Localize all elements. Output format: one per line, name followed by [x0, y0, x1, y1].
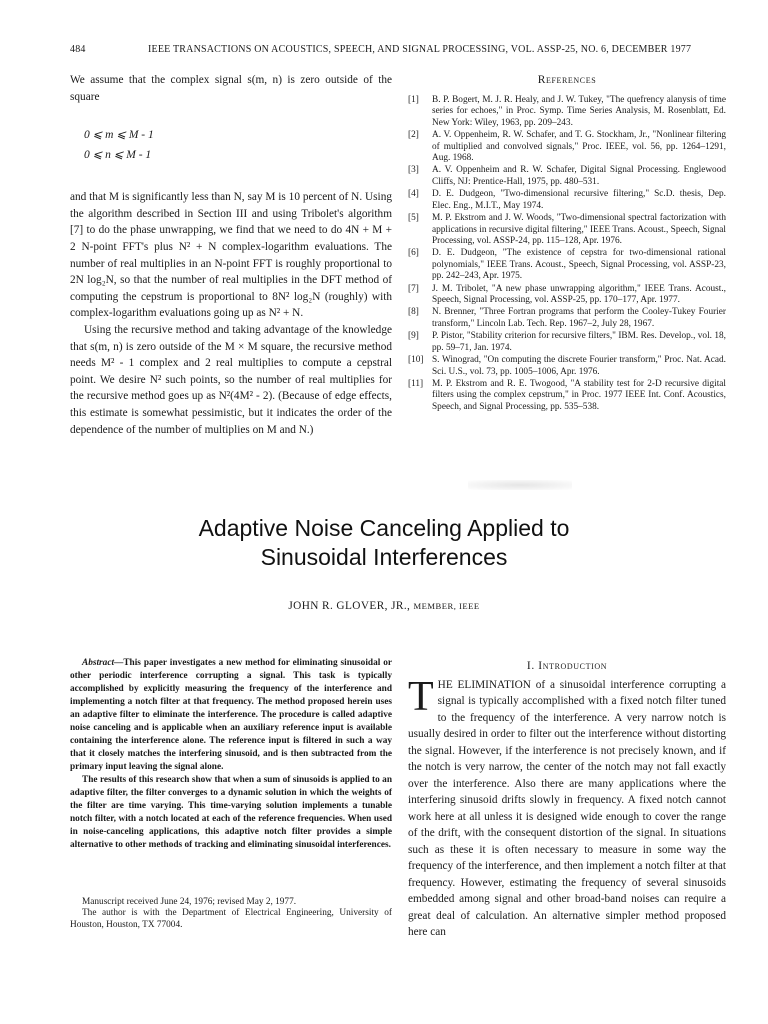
footnote-affiliation: The author is with the Department of Electrical Engineering, University of Houston, Houston, TX 77004.: [70, 908, 392, 930]
reference-text: P. Pistor, "Stability criterion for recursive filters," IBM. Res. Develop., vol. 18, pp. 59–71, Jan. 1974.: [432, 331, 726, 353]
reference-number: [5]: [408, 212, 419, 223]
author-name: JOHN R. GLOVER, JR.,: [288, 600, 411, 612]
reference-text: M. P. Ekstrom and R. E. Twogood, "A stability test for 2-D recursive digital filters using the complex cepstrum," in Proc. 1977 IEEE Int. Conf. Acoustics, Speech, and Signal Processing, pp. 535–538.: [432, 378, 726, 412]
reference-number: [7]: [408, 283, 419, 294]
reference-text: D. E. Dudgeon, "Two-dimensional recursive filtering," Sc.D. thesis, Dep. Elec. Eng., M.I.T., May 1974.: [432, 189, 726, 211]
article-title: [60, 514, 708, 572]
equation-block: [70, 125, 392, 165]
reference-item: [408, 165, 726, 188]
reference-number: [1]: [408, 94, 419, 105]
introduction-paragraph: [408, 673, 726, 941]
author-line: [60, 600, 708, 612]
page-number: 484: [70, 44, 86, 55]
reference-item: [408, 130, 726, 165]
references-heading: References: [537, 74, 597, 86]
author-membership: MEMBER, IEEE: [413, 601, 480, 611]
reference-number: [4]: [408, 189, 419, 200]
reference-text: B. P. Bogert, M. J. R. Healy, and J. W. Tukey, "The quefrency alanysis of time series for echoes," in Proc. Symp. Time Series Analysis, M. Rosenblatt, Ed. New York: Wiley, 1963, pp. 209–243.: [432, 94, 726, 128]
left-paragraph-3: Using the recursive method and taking advantage of the knowledge that s(m, n) is zero outside of the M × M square, the recursive method needs M² - 1 complex and 2 real multiplies to compute a cepstral point. We desire N² such points, so the number of real multiplies for the recursive method goes up as N²(4M² - 2). (Because of edge effects, this estimate is somewhat pessimistic, but it indicates the order of the dependence of the number of multiplies on M and N.): [70, 323, 392, 436]
abstract-label: Abstract: [82, 658, 115, 668]
left-column: [70, 72, 392, 438]
reference-item: [408, 95, 726, 130]
running-head: IEEE TRANSACTIONS ON ACOUSTICS, SPEECH, AND SIGNAL PROCESSING, VOL. ASSP-25, NO. 6, DECEMBER 1977: [148, 44, 692, 55]
introduction-text: HE ELIMINATION of a sinusoidal interference corrupting a signal is typically accomplished with a fixed notch filter tuned to the frequency of the interference. A very narrow notch is usually desired in order to filter out the interference without distorting the signal. However, if the interference is not precisely known, and if the notch is very narrow, the center of the notch may not fall exactly over the interference. Also there are many applications where the interfering sinusoid drifts slowly in frequency. A fixed notch cannot work here at all unless it is designed wide enough to cover the range of the drift, with the consequent distortion of the signal. In situations such as these it is often necessary to measure in some way the frequency of the interference, and then implement a notch filter at that frequency. However, estimating the frequency of several sinusoids embedded among signal and other broad-band noises can require a great deal of calculation. An alternative simpler method proposed here can: [408, 678, 726, 938]
reference-text: J. M. Tribolet, "A new phase unwrapping algorithm," IEEE Trans. Acoust., Speech, Signal Processing, vol. ASSP-25, pp. 170–177, Apr. 1977.: [432, 283, 726, 306]
reference-number: [8]: [408, 307, 419, 318]
reference-list: [408, 95, 726, 414]
reference-item: [408, 307, 726, 330]
scan-smudge: [468, 480, 572, 490]
reference-text: N. Brenner, "Three Fortran programs that perform the Cooley-Tukey Fourier transform," Lincoln Lab. Tech. Rep. 1967–2, July 28, 1967.: [432, 307, 726, 330]
reference-item: [408, 355, 726, 378]
reference-text: S. Winograd, "On computing the discrete Fourier transform," Proc. Nat. Acad. Sci. U.S., vol. 73, pp. 1005–1006, Apr. 1976.: [432, 355, 726, 377]
reference-number: [3]: [408, 165, 419, 176]
equation-n-range: 0 ⩽ n ⩽ M - 1: [84, 149, 152, 162]
reference-item: [408, 248, 726, 283]
reference-number: [6]: [408, 248, 419, 259]
footnote-received: Manuscript received June 24, 1976; revised May 2, 1977.: [82, 897, 297, 907]
reference-text: A. V. Oppenheim and R. W. Schafer, Digital Signal Processing. Englewood Cliffs, NJ: Prentice-Hall, 1975, pp. 480–531.: [432, 165, 726, 187]
title-line-2: Sinusoidal Interferences: [260, 544, 508, 570]
title-line-1: Adaptive Noise Canceling Applied to: [198, 515, 570, 541]
reference-text: D. E. Dudgeon, "The existence of cepstra for two-dimensional rational polynomials," IEEE Trans. Acoust., Speech, Signal Processing, vol. ASSP-23, pp. 242–243, Apr. 1975.: [432, 248, 726, 282]
abstract-paragraph-1: [70, 657, 392, 774]
reference-text: A. V. Oppenheim, R. W. Schafer, and T. G. Stockham, Jr., "Nonlinear filtering of multiplied and convolved signals," Proc. IEEE, vol. 56, pp. 1264–1291, Aug. 1968.: [432, 129, 726, 164]
abstract: [70, 657, 392, 852]
left-paragraph-1: We assume that the complex signal s(m, n) is zero outside of the square: [70, 74, 392, 103]
drop-cap-letter: T: [408, 673, 434, 720]
abstract-paragraph-2: The results of this research show that when a sum of sinusoids is applied to an adaptive filter, the filter converges to a dynamic solution in which the weights of the filter are time varying. This time-varying solution implements a tunable notch filter, with a notch located at each of the reference frequencies. When used in noise-canceling applications, this adaptive notch filter provides a simple alternative to other methods of tracking and eliminating sinusoidal interferences.: [70, 775, 392, 850]
reference-item: [408, 189, 726, 212]
manuscript-footnote: [70, 897, 392, 931]
equation-m-range: 0 ⩽ m ⩽ M - 1: [84, 129, 154, 142]
reference-number: [9]: [408, 331, 419, 342]
introduction-heading: I. Introduction: [526, 660, 608, 672]
reference-item: [408, 213, 726, 248]
reference-item: [408, 379, 726, 414]
reference-item: [408, 331, 726, 354]
left-paragraph-2: and that M is significantly less than N, say M is 10 percent of N. Using the algorithm described in Section III and using Tribolet's algorithm [7] to do the phase unwrapping, we find that we need to do 4N + M + 2 N-point FFT's plus N² + N complex-logarithm evaluations. The number of real multiplies in an N-point FFT is roughly proportional to 2N log₂N, so that the number of real multiplies in the DFT method of computing the cepstrum is proportional to 8N² log₂N (roughly) with complex-logarithm evaluations going up as N² + N.: [70, 191, 392, 320]
references-column: [408, 72, 726, 414]
reference-number: [11]: [408, 378, 424, 389]
abstract-text-1: —This paper investigates a new method for eliminating sinusoidal or other periodic interference corrupting a signal. This task is typically accomplished by explicitly measuring the frequency of the interference and implementing a notch filter at that frequency. The method proposed herein uses an adaptive filter to eliminate the interference. The procedure is called adaptive noise canceling and is applicable when an auxiliary reference input is available containing the interference alone. The reference input is filtered in such a way that it closely matches the interfering sinusoid, and is then subtracted from the primary input leaving the signal alone.: [70, 658, 392, 772]
reference-number: [10]: [408, 355, 424, 365]
reference-text: M. P. Ekstrom and J. W. Woods, "Two-dimensional spectral factorization with applications in recursive digital filtering," IEEE Trans. Acoust., Speech, Signal Processing, vol. ASSP-24, pp. 115–128, Apr. 1976.: [432, 212, 726, 247]
reference-item: [408, 284, 726, 307]
introduction-section: [408, 658, 726, 941]
reference-number: [2]: [408, 129, 419, 140]
